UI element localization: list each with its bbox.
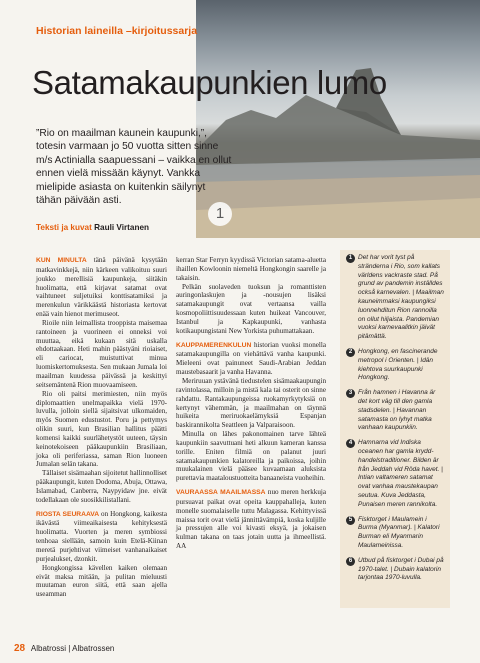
page-number: 28 [14, 643, 26, 654]
paragraph [176, 430, 326, 483]
page-footer [14, 644, 114, 654]
paragraph [36, 390, 167, 470]
paragraph [176, 283, 326, 336]
paragraph [176, 341, 326, 377]
caption-number: 1 [346, 254, 355, 263]
caption-number: 3 [346, 389, 355, 398]
byline [36, 224, 149, 232]
caption-number: 4 [346, 439, 355, 448]
caption-text: Utbud på fisktorget i Dubai på 1970-talet. | Dubain kalatorin tarjontaa 1970-luvulla. [358, 556, 444, 582]
caption [346, 516, 444, 551]
caption-text: Hongkong, en fascinerande metropol i Orienten. | Idän kiehtova suurkaupunki Hongkong. [358, 347, 438, 382]
paragraph-text: Tällaiset sisämaahan sijoitetut hallinnolliset pääkaupungit, kuten Dodoma, Abuja, Ottawa, Islamabad, Canberra, Naypyidaw jne. eivät todellakaan ole suosikkilistallani. [36, 469, 167, 504]
caption-sidebar [340, 250, 450, 608]
magazine-name: Albatrossi | Albatrossen [30, 644, 115, 653]
paragraph-text: kerran Star Ferryn kyydissä Victorian satama-aluetta ihaillen Kowloonin niemeltä Hongkongin saarelle ja takaisin. [176, 256, 326, 282]
photo-number-badge: 1 [208, 202, 232, 226]
paragraph-text: Meriruuan ystävänä tiedustelen sisämaakaupungin ravintolassa, milloin ja mistä kala tai osterit on sinne rahdattu. Rantakaupungeissa ruokamyrkytyksiä on kertynyt vähemmän, ja maailmahan on täynnä huikeita meriruokaelämyksiä Espanjan baskirannikolta Seattleen ja Valparaisoon. [176, 376, 326, 430]
caption-text: Hamnarna vid Indiska oceanen har gamla kryddhandelstraditioner. Bilden är från Jeddah vid Röda havet. | Intian valtameren satamat ovat vanhaa maustekaupan seutua. Kuva Jeddasta, Punaisen meren rannikolta. [358, 439, 443, 508]
paragraph [36, 564, 167, 599]
byline-label: Teksti ja kuvat [36, 223, 92, 232]
caption-text: Fisktorget i Maulamein i Burma (Myanmar). | Kalatori Burman eli Myanmarin Maulameinissa. [358, 515, 440, 549]
rio-beach-illustration [196, 0, 480, 238]
paragraph [36, 256, 167, 319]
body-column-2 [176, 256, 326, 551]
caption [346, 348, 444, 383]
caption [346, 254, 444, 342]
paragraph-text: Hongkongissa kävellen kaiken olemaan eivät maksa mitään, ja pulitan mieluusti muutaman euron siitä, että saan ajella useamman [36, 563, 167, 599]
beach-photo [196, 0, 480, 238]
caption-number: 6 [346, 557, 355, 566]
byline-name: Rauli Virtanen [94, 223, 150, 232]
caption [346, 389, 444, 433]
caption-number: 5 [346, 516, 355, 525]
paragraph-text: nuo meren herkkuja pursuavat paikat ovat opeita kauppahalleja, kuten monelle suomalaiselle tuttu Malagassa. Kehittyvissä maissa torit ovat vielä jännittävämpiä, koska kuljille ja pressujen alle voi kivasti eksyä, ja jokaisen kulman takana on taas jotain uutta ja ihmeellistä. AA [176, 488, 326, 551]
paragraph [176, 256, 326, 283]
caption [346, 557, 444, 583]
caption [346, 439, 444, 509]
paragraph [36, 319, 167, 390]
body-column-1 [36, 256, 167, 599]
paragraph [36, 510, 167, 564]
page-title: Satamakaupunkien lumo [32, 64, 387, 101]
caption-text: Från hamnen i Havanna är det kort väg till den gamla stadsdelen. | Havannan satamasta on lyhyt matka vanhaan kaupunkiin. [358, 389, 436, 432]
lead-paragraph: ”Rio on maailman kaunein kaupunki,”, totesin varmaan jo 50 vuotta sitten sinne m/s Actinialla saapuessani – vaikka en ollut ennen vielä missään käynyt. Vankka mielipide asiasta on kuitenkin säilynyt tähän päivään asti. [36, 128, 232, 207]
paragraph-text: Rio oli paitsi merimiesten, niin myös diplomaattien unelmapaikka vielä 1970-luvulla, jolloin siellä sijaitsivat ulkomaiden, myös Suomen edustustot. Poru ja pettymys olikin suuri, kun Brasilian hallitus päätti komensi kaikki suurlähetystöt uuteen, täysin keinotekoiseen pääkaupunkiin Brasiliaan, joka oli periferiassa, saman Rion luoneen Jumalan selän takana. [36, 389, 167, 469]
paragraph-text: Pelkän suolaveden tuoksun ja romanttisten auringonlaskujen ja -nousujen lisäksi satamakaupungit ovat vertaansa vailla kosmopoliittisuudessaan kuten huikeat Vancouver, Istanbul ja Kapkaupunki, vanhasta kotikaupungistani New Yorkista puhumattakaan. [176, 282, 326, 335]
paragraph-text: on Hongkong, kaikesta ikävästä viimeaikaisesta kehityksestä huolimatta. Vuorten ja meren symbiossi tenhoaa siellään, samoin kuin Etelä-Kiinan meretä purjehtivat viimeiset vanhanaikaiset purjealukset, dzonkit. [36, 509, 167, 563]
paragraph [36, 469, 167, 504]
paragraph-kicker: KUN MINULTA [36, 257, 87, 264]
paragraph-text: Rioile niin leimallista trooppista maisemaa rantoineen ja vuorineen ei onneksi voi muuttaa, eikä kukaan sitä uskalla ehdottaakaan. Heti mahin päästyäni rioiaiset, eli cariocat, muistuttivat minua luomiskertomuksesta. Sen mukaan Jumala loi maailman kuudessa päivässä ja keskittyi seitsemäntenä Rion muovaamiseen. [36, 318, 167, 389]
paragraph-kicker: VAURAASSA MAAILMASSA [176, 489, 266, 497]
series-label: Historian laineilla –kirjoitussarja [36, 25, 198, 37]
paragraph-text: Minulla on lähes pakonomainen tarve lähteä kaupunkiin saavuttuani heti alkuun kameran kanssa torille. Eniten filmiä on palanut juuri satamakaupunkien kalatoreilla ja paikoissa, joihin muukalainen vielä pääsee kuvaamaan aluksista purettavia maataloustuotteita banaaneista vuoheihin. [176, 430, 326, 483]
paragraph-text: tänä päivänä kysytään matkavinkkejä, niin kärkeen valikoituu suuri joukko merellisiä kaupunkeja, siitäkin huolimatta, että kirjavat satamat ovat vaihtuneet suljetuiksi konttisatamiksi ja merenkulun värikkäästä historiasta kertovat enää vain hienot merimuseot. [36, 256, 167, 319]
paragraph [176, 377, 326, 430]
caption-number: 2 [346, 348, 355, 357]
paragraph [176, 488, 326, 551]
caption-text: Det har vorit tyst på stränderna i Rio, som kallats världens vackraste stad. På grund av pandemin inställdes också karnevalen. | Maailman kauneimmaksi kaupungiksi luonnehditun Rion rannoilla on ollut hiljaista. Pandemian vuoksi karnevaalitkin jäivät pitämättä. [358, 254, 444, 341]
paragraph-kicker: RIOSTA SEURAAVA [36, 510, 100, 518]
paragraph-text: historian vuoksi monella satamakaupungilla on viehättävä vanha kaupunki. Mieleeni ovat painuneet Saudi-Arabian Jeddan maustebasaarit ja vanha Havanna. [176, 340, 326, 377]
paragraph-kicker: KAUPPAMERENKULUN [176, 341, 252, 349]
